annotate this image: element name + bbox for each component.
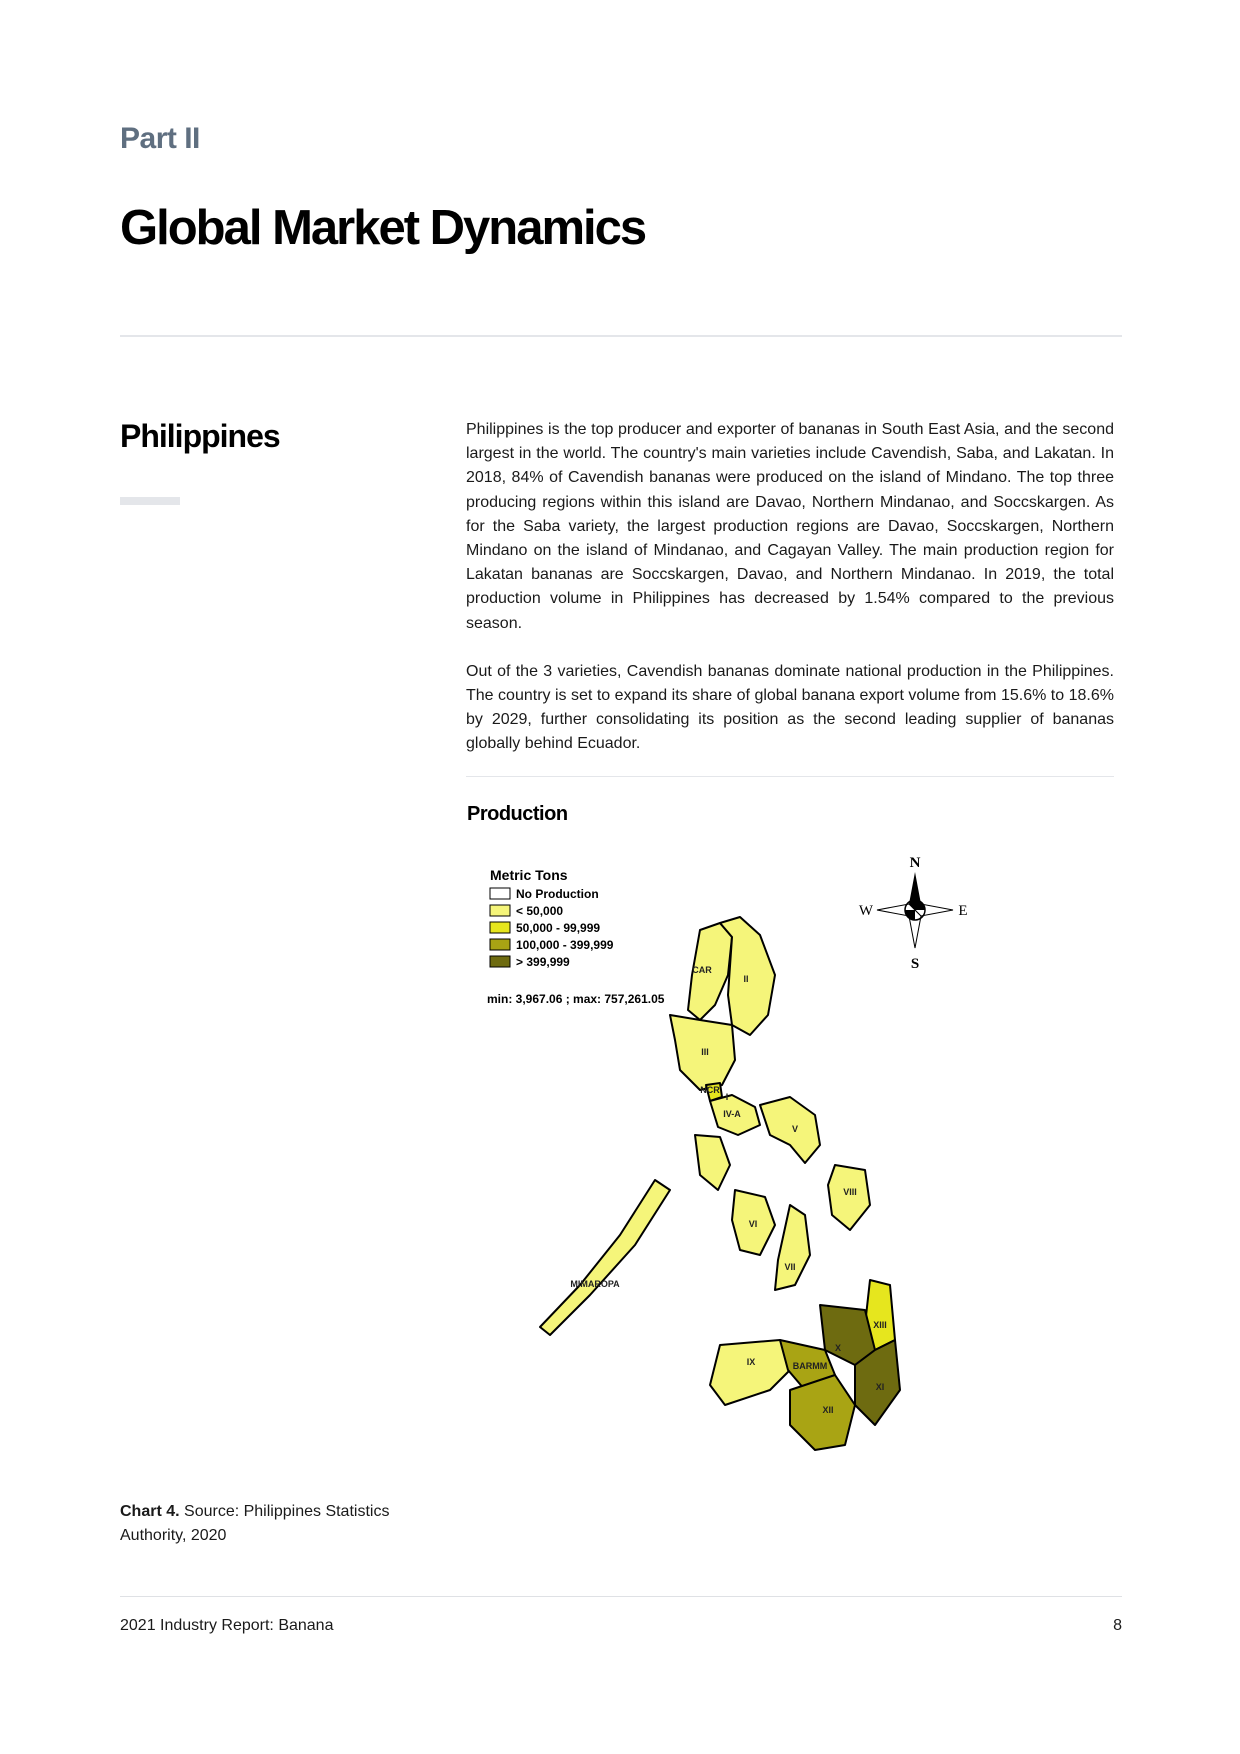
label-vii: VII [784,1262,796,1272]
legend-swatch-0 [490,888,510,899]
legend-label-0: No Production [516,887,599,901]
caption-label: Chart 4. [120,1503,180,1520]
map-legend [487,867,665,1006]
section-accent-bar [120,497,180,505]
legend-label-3: 100,000 - 399,999 [516,938,614,952]
region-mimaropa-palawan [540,1180,670,1335]
bottom-divider [120,1596,1122,1597]
compass-w: W [858,903,874,919]
legend-label-4: > 399,999 [516,955,570,969]
region-mimaropa-mindoro [695,1135,730,1190]
region-vii [775,1205,810,1290]
min-max-text: min: 3,967.06 ; max: 757,261.05 [487,992,665,1006]
compass-rose-icon [859,855,968,972]
label-iv-a: IV-A [723,1109,741,1119]
label-i: I [725,1092,729,1102]
label-v: V [791,1124,799,1134]
compass-n: N [909,855,921,871]
region-viii [828,1165,870,1230]
legend-swatch-1 [490,905,510,916]
legend-swatch-4 [490,956,510,967]
legend-label-2: 50,000 - 99,999 [516,921,601,935]
label-xi: XI [875,1382,885,1392]
label-xiii: XIII [873,1320,887,1330]
label-car: CAR [692,965,712,975]
paragraph-1: Philippines is the top producer and exporter of bananas in South East Asia, and the second largest in the world. The country's main varieties include Cavendish, Saba, and Lakatan. In 2018, 84% of Cavendish bananas were produced on the island of Mindano. The top three producing regions within this island are Davao, Northern Mindanao, and Soccskargen. As for the Saba variety, the largest production regions are Davao, Soccskargen, Northern Mindano on the island of Mindanao, and Cagayan Valley. The main production region for Lakatan bananas are Soccskargen, Davao, and Northern Mindanao. In 2019, the total production volume in Philippines has decreased by 1.54% compared to the previous season. [466,421,1114,632]
mid-divider [466,776,1114,777]
compass-e: E [958,903,968,919]
caption-text: Source: Philippines Statistics Authority, 2020 [120,1503,390,1544]
label-xii: XII [822,1405,834,1415]
chart-caption [120,1500,450,1548]
label-x: X [834,1343,842,1353]
label-ncr: NCR [700,1085,720,1095]
label-ii: II [743,974,749,984]
region-v [760,1097,820,1163]
footer-report-title: 2021 Industry Report: Banana [120,1617,334,1634]
compass-s: S [910,956,920,972]
production-heading: Production [467,803,568,825]
legend-swatch-3 [490,939,510,950]
legend-title: Metric Tons [490,867,568,883]
legend-swatch-2 [490,922,510,933]
label-viii: VIII [843,1187,857,1197]
legend-label-1: < 50,000 [516,904,564,918]
label-barmm: BARMM [792,1361,828,1371]
label-iii: III [701,1047,709,1057]
footer-page-number: 8 [1113,1617,1122,1634]
part-label: Part II [120,122,200,155]
top-divider [120,335,1122,337]
body-text [466,418,1114,781]
paragraph-2: Out of the 3 varieties, Cavendish bananas dominate national production in the Philippines. The country is set to expand its share of global banana export volume from 15.6% to 18.6% by 2029, further consolidating its position as the second leading supplier of bananas globally behind Ecuador. [466,662,1114,753]
production-map [470,845,1020,1550]
label-mimaropa: MIMAROPA [570,1279,620,1289]
page-title: Global Market Dynamics [120,201,646,255]
label-ix: IX [746,1357,756,1367]
section-title: Philippines [120,418,280,454]
label-vi: VI [748,1219,758,1229]
